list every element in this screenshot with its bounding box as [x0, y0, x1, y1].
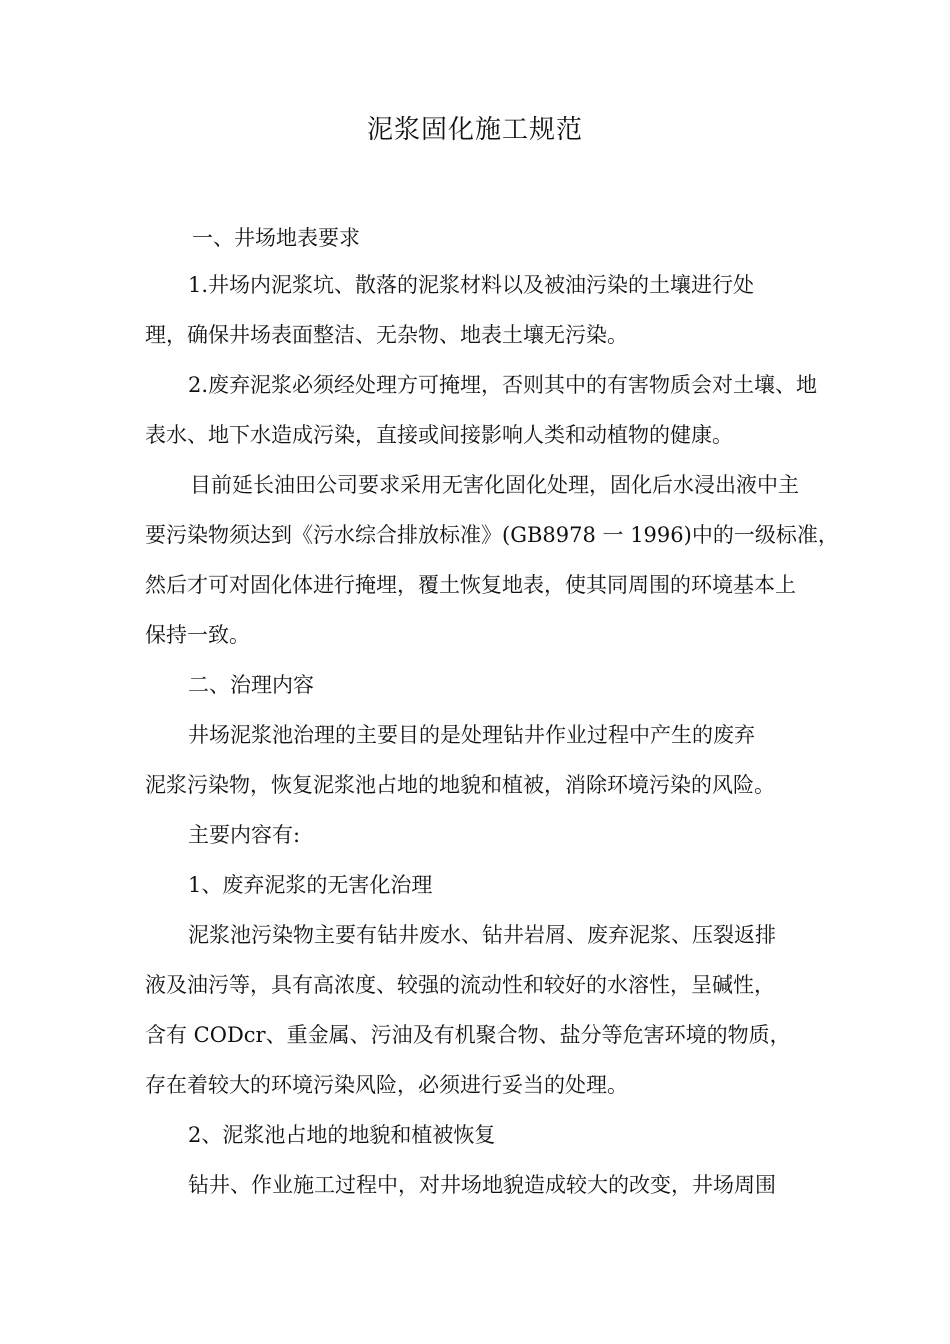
- paragraph-line: 泥浆污染物，恢复泥浆池占地的地貌和植被，消除环境污染的风险。: [145, 773, 775, 797]
- paragraph-line: 然后才可对固化体进行掩埋，覆土恢复地表，使其同周围的环境基本上: [145, 573, 796, 597]
- paragraph-line: 2.废弃泥浆必须经处理方可掩埋，否则其中的有害物质会对土壤、地: [188, 373, 818, 397]
- subsection-heading-1: 1、废弃泥浆的无害化治理: [188, 873, 433, 897]
- paragraph-line: 液及油污等，具有高浓度、较强的流动性和较好的水溶性，呈碱性，: [145, 973, 775, 997]
- paragraph-line: 目前延长油田公司要求采用无害化固化处理，固化后水浸出液中主: [190, 473, 799, 497]
- paragraph-line: 1.井场内泥浆坑、散落的泥浆材料以及被油污染的土壤进行处: [188, 273, 755, 297]
- paragraph-line: 井场泥浆池治理的主要目的是处理钻井作业过程中产生的废弃: [188, 723, 755, 747]
- page-title: 泥浆固化施工规范: [366, 115, 583, 145]
- paragraph-line: 保持一致。: [145, 623, 250, 647]
- subsection-heading-2: 2、泥浆池占地的地貌和植被恢复: [188, 1123, 496, 1147]
- section-heading-1: 一、井场地表要求: [192, 226, 360, 250]
- section-heading-2: 二、治理内容: [188, 673, 314, 697]
- paragraph-line: 理，确保井场表面整洁、无杂物、地表土壤无污染。: [145, 323, 628, 347]
- paragraph-line: 泥浆池污染物主要有钻井废水、钻井岩屑、废弃泥浆、压裂返排: [188, 923, 776, 947]
- paragraph-line: 表水、地下水造成污染，直接或间接影响人类和动植物的健康。: [145, 423, 733, 447]
- paragraph-line: 存在着较大的环境污染风险，必须进行妥当的处理。: [145, 1073, 628, 1097]
- paragraph-line: 要污染物须达到《污水综合排放标准》(GB8978 一 1996)中的一级标准，: [145, 523, 839, 547]
- paragraph-line: 钻井、作业施工过程中，对井场地貌造成较大的改变，井场周围: [188, 1173, 776, 1197]
- paragraph-line: 含有 CODcr、重金属、污油及有机聚合物、盐分等危害环境的物质，: [145, 1023, 791, 1047]
- paragraph-line: 主要内容有:: [188, 823, 301, 847]
